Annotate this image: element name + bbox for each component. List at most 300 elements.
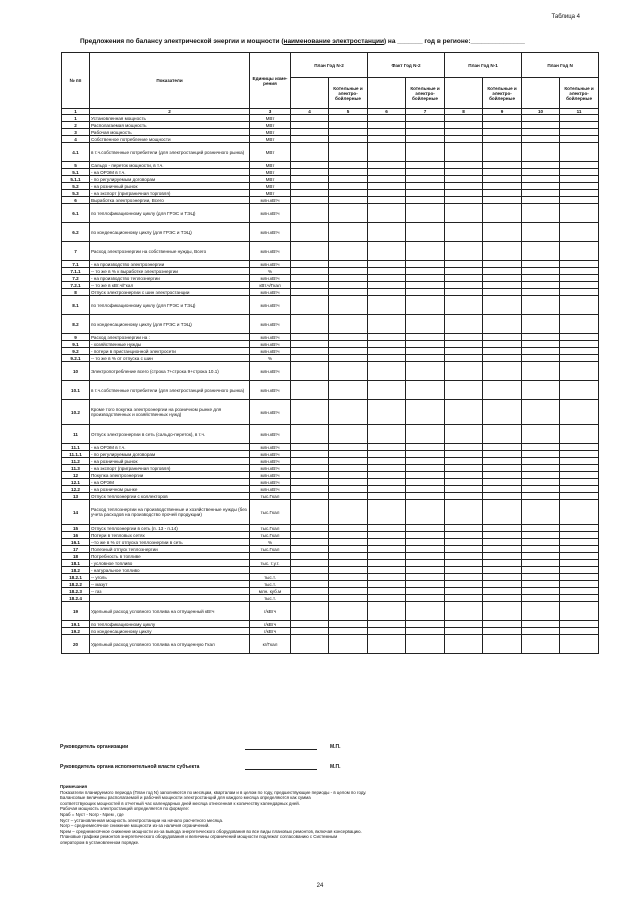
value-cell (406, 574, 445, 581)
value-cell (445, 553, 483, 560)
value-cell (483, 588, 522, 595)
value-cell (329, 628, 368, 635)
value-cell (483, 465, 522, 472)
value-cell (522, 628, 560, 635)
row-indicator: - на ОРЭМ в т.ч. (90, 444, 250, 451)
value-cell (368, 315, 406, 334)
value-cell (483, 628, 522, 635)
value-cell (406, 129, 445, 136)
value-cell (483, 621, 522, 628)
row-unit: тыс.т. (250, 574, 291, 581)
row-unit: МВт (250, 115, 291, 122)
value-cell (522, 183, 560, 190)
row-indicator: Потребность в топливе (90, 553, 250, 560)
value-cell (560, 425, 599, 444)
table-row (62, 539, 599, 546)
value-cell (368, 553, 406, 560)
row-unit: МВт (250, 169, 291, 176)
value-cell (368, 635, 406, 654)
note-line: Nуст – установленная мощность электростанции на начало расчетного месяца. (60, 817, 224, 823)
value-cell (445, 425, 483, 444)
table-row (62, 261, 599, 268)
value-cell (560, 197, 599, 204)
value-cell (329, 355, 368, 362)
value-cell (483, 289, 522, 296)
value-cell (406, 162, 445, 169)
value-cell (291, 334, 329, 341)
value-cell (560, 268, 599, 275)
value-cell (406, 169, 445, 176)
value-cell (483, 444, 522, 451)
table-row (62, 315, 599, 334)
value-cell (329, 129, 368, 136)
value-cell (560, 143, 599, 162)
row-number: 5.3 (62, 190, 90, 197)
row-number: 9 (62, 334, 90, 341)
value-cell (522, 574, 560, 581)
value-cell (483, 532, 522, 539)
column-number: 10 (522, 109, 560, 115)
value-cell (368, 268, 406, 275)
value-cell (445, 115, 483, 122)
value-cell (445, 628, 483, 635)
value-cell (329, 282, 368, 289)
value-cell (291, 525, 329, 532)
value-cell (445, 525, 483, 532)
value-cell (406, 115, 445, 122)
value-cell (560, 315, 599, 334)
note-line: Рабочая мощность электростанций определяется по формуле: (60, 806, 190, 812)
value-cell (291, 560, 329, 567)
value-cell (368, 223, 406, 242)
value-cell (560, 355, 599, 362)
value-cell (560, 296, 599, 315)
value-cell (445, 595, 483, 602)
value-cell (329, 381, 368, 400)
value-cell (406, 261, 445, 268)
value-cell (445, 400, 483, 425)
table-row (62, 588, 599, 595)
value-cell (522, 595, 560, 602)
row-indicator: по конденсационному циклу (для ГРЭС и ТЭЦ) (90, 223, 250, 242)
value-cell (291, 261, 329, 268)
value-cell (329, 183, 368, 190)
value-cell (445, 341, 483, 348)
value-cell (329, 400, 368, 425)
value-cell (522, 190, 560, 197)
value-cell (329, 315, 368, 334)
row-number: 10.1 (62, 381, 90, 400)
value-cell (522, 355, 560, 362)
value-cell (445, 465, 483, 472)
table-row (62, 296, 599, 315)
row-number: 18 (62, 553, 90, 560)
row-unit: % (250, 268, 291, 275)
row-indicator: -- уголь (90, 574, 250, 581)
value-cell (445, 381, 483, 400)
column-number: 8 (445, 109, 483, 115)
value-cell (368, 560, 406, 567)
column-number: 9 (483, 109, 522, 115)
value-cell (522, 296, 560, 315)
row-number: 9.1 (62, 341, 90, 348)
value-cell (522, 493, 560, 500)
value-cell (445, 190, 483, 197)
row-number: 2 (62, 122, 90, 129)
value-cell (483, 282, 522, 289)
value-cell (522, 444, 560, 451)
value-cell (368, 190, 406, 197)
value-cell (445, 289, 483, 296)
value-cell (560, 122, 599, 129)
table-row (62, 628, 599, 635)
row-indicator: Рабочая мощность (90, 129, 250, 136)
value-cell (291, 162, 329, 169)
table-row (62, 479, 599, 486)
row-number: 6 (62, 197, 90, 204)
value-cell (291, 143, 329, 162)
value-cell (445, 546, 483, 553)
row-indicator: Выработка электроэнергии, Всего (90, 197, 250, 204)
value-cell (522, 341, 560, 348)
value-cell (560, 546, 599, 553)
value-cell (406, 204, 445, 223)
value-cell (406, 532, 445, 539)
row-indicator: - условное топливо (90, 560, 250, 567)
value-cell (445, 176, 483, 183)
table-row (62, 362, 599, 381)
value-cell (406, 242, 445, 261)
value-cell (329, 472, 368, 479)
row-indicator: Располагаемая мощность (90, 122, 250, 129)
value-cell (291, 486, 329, 493)
table-row (62, 621, 599, 628)
row-indicator: по теплофикационному циклу (для ГРЭС и ТЭЦ) (90, 204, 250, 223)
value-cell (522, 143, 560, 162)
value-cell (406, 176, 445, 183)
title-prefix: Предложения по балансу электрической энергии и мощности ( (80, 38, 284, 45)
value-cell (445, 162, 483, 169)
value-cell (560, 567, 599, 574)
row-number: 5.1.1 (62, 176, 90, 183)
row-unit: млн.кВтч (250, 451, 291, 458)
value-cell (445, 282, 483, 289)
header-indicator: Показатели (90, 53, 250, 109)
row-unit: тыс.т. (250, 595, 291, 602)
value-cell (522, 315, 560, 334)
row-unit: % (250, 539, 291, 546)
value-cell (445, 362, 483, 381)
value-cell (406, 268, 445, 275)
value-cell (560, 532, 599, 539)
value-cell (406, 472, 445, 479)
value-cell (483, 183, 522, 190)
column-number: 11 (560, 109, 599, 115)
value-cell (445, 129, 483, 136)
row-indicator: - на производство электроэнергии (90, 261, 250, 268)
value-cell (560, 275, 599, 282)
value-cell (291, 129, 329, 136)
value-cell (368, 275, 406, 282)
value-cell (406, 282, 445, 289)
value-cell (291, 282, 329, 289)
value-cell (406, 296, 445, 315)
value-cell (522, 223, 560, 242)
row-indicator: - на розничный рынок (90, 458, 250, 465)
value-cell (291, 628, 329, 635)
value-cell (329, 500, 368, 525)
value-cell (445, 143, 483, 162)
note-line: Nогр – среднемесячное снижение мощности из-за наличия ограничений. (60, 823, 210, 829)
table-row (62, 532, 599, 539)
header-num: № пп (62, 53, 90, 109)
value-cell (483, 296, 522, 315)
value-cell (560, 635, 599, 654)
value-cell (291, 458, 329, 465)
value-cell (291, 169, 329, 176)
value-cell (483, 425, 522, 444)
value-cell (329, 362, 368, 381)
value-cell (560, 472, 599, 479)
row-unit: млн.кВтч (250, 223, 291, 242)
value-cell (291, 197, 329, 204)
value-cell (522, 588, 560, 595)
value-cell (291, 315, 329, 334)
value-cell (522, 472, 560, 479)
row-number: 5 (62, 162, 90, 169)
value-cell (291, 602, 329, 621)
value-cell (560, 602, 599, 621)
value-cell (522, 635, 560, 654)
row-unit: млн.кВтч (250, 261, 291, 268)
signature-line (245, 749, 317, 750)
value-cell (291, 574, 329, 581)
value-cell (368, 169, 406, 176)
value-cell (560, 458, 599, 465)
value-cell (368, 334, 406, 341)
value-cell (368, 602, 406, 621)
row-indicator: Отпуск теплоэнергии с коллекторов (90, 493, 250, 500)
value-cell (368, 162, 406, 169)
value-cell (329, 486, 368, 493)
value-cell (445, 486, 483, 493)
row-number: 4.1 (62, 143, 90, 162)
row-indicator: Удельный расход условного топлива на отпущенную Гкал (90, 635, 250, 654)
row-unit: млн.кВтч (250, 197, 291, 204)
row-number: 11.1 (62, 444, 90, 451)
row-unit: млн.кВтч (250, 479, 291, 486)
value-cell (406, 190, 445, 197)
value-cell (445, 574, 483, 581)
value-cell (560, 444, 599, 451)
value-cell (368, 400, 406, 425)
table-row (62, 204, 599, 223)
value-cell (522, 581, 560, 588)
value-cell (483, 190, 522, 197)
value-cell (368, 362, 406, 381)
row-unit: кВт.ч/Гкал (250, 282, 291, 289)
value-cell (483, 362, 522, 381)
value-cell (483, 486, 522, 493)
table-row (62, 190, 599, 197)
value-cell (406, 553, 445, 560)
value-cell (522, 261, 560, 268)
signature-label: Руководитель органа исполнительной власти субъекта (60, 764, 200, 770)
value-cell (329, 635, 368, 654)
signature-label: Руководитель организации (60, 744, 129, 750)
row-indicator: по конденсационному циклу (90, 628, 250, 635)
value-cell (368, 129, 406, 136)
value-cell (368, 348, 406, 355)
value-cell (291, 479, 329, 486)
title-suffix: ) на _______ год в регионе:_______________ (383, 38, 525, 45)
row-unit: млн.кВтч (250, 348, 291, 355)
row-number: 9.2 (62, 348, 90, 355)
value-cell (368, 289, 406, 296)
row-indicator: - на экспорт (приграничная торговля) (90, 465, 250, 472)
value-cell (483, 595, 522, 602)
row-indicator: -- газ (90, 588, 250, 595)
value-cell (368, 493, 406, 500)
table-row (62, 223, 599, 242)
value-cell (483, 204, 522, 223)
value-cell (291, 444, 329, 451)
value-cell (445, 197, 483, 204)
value-cell (406, 143, 445, 162)
note-line: Nрем – среднемесячное снижение мощности из-за вывода энергетического оборудования во все виды плановых ремонтов, включая консервацию. (60, 828, 362, 834)
row-unit: млн.кВтч (250, 465, 291, 472)
table-row (62, 500, 599, 525)
value-cell (291, 176, 329, 183)
value-cell (445, 500, 483, 525)
value-cell (406, 458, 445, 465)
value-cell (291, 532, 329, 539)
row-unit: МВт (250, 190, 291, 197)
table-row (62, 567, 599, 574)
table-row (62, 546, 599, 553)
table-row (62, 444, 599, 451)
table-row (62, 602, 599, 621)
value-cell (406, 525, 445, 532)
row-indicator: в т.ч.собственные потребители (для электростанций розничного рынка) (90, 143, 250, 162)
value-cell (329, 289, 368, 296)
row-number: 11.3 (62, 465, 90, 472)
value-cell (560, 223, 599, 242)
value-cell (445, 348, 483, 355)
value-cell (445, 532, 483, 539)
value-cell (406, 334, 445, 341)
value-cell (483, 176, 522, 183)
value-cell (560, 261, 599, 268)
notes-heading: Примечания (60, 784, 88, 789)
value-cell (329, 261, 368, 268)
row-number: 19.1 (62, 621, 90, 628)
row-unit: МВт (250, 176, 291, 183)
table-row (62, 560, 599, 567)
row-unit: млн.кВтч (250, 444, 291, 451)
value-cell (560, 539, 599, 546)
value-cell (522, 553, 560, 560)
value-cell (445, 183, 483, 190)
value-cell (483, 341, 522, 348)
value-cell (291, 289, 329, 296)
row-number: 16.1 (62, 539, 90, 546)
row-number: 7 (62, 242, 90, 261)
row-unit: млн.кВтч (250, 242, 291, 261)
value-cell (368, 546, 406, 553)
table-row (62, 465, 599, 472)
row-indicator: Отпуск электроэнергии с шин электростанции (90, 289, 250, 296)
value-cell (522, 479, 560, 486)
row-unit: млн. куб.м (250, 588, 291, 595)
value-cell (560, 500, 599, 525)
value-cell (329, 296, 368, 315)
value-cell (445, 334, 483, 341)
value-cell (522, 458, 560, 465)
value-cell (445, 136, 483, 143)
column-number: 4 (291, 109, 329, 115)
value-cell (329, 190, 368, 197)
value-cell (445, 315, 483, 334)
value-cell (522, 425, 560, 444)
value-cell (483, 268, 522, 275)
row-indicator: Сальдо - переток мощности, в т.ч. (90, 162, 250, 169)
value-cell (368, 451, 406, 458)
row-number: 7.2.1 (62, 282, 90, 289)
row-number: 14 (62, 500, 90, 525)
table-row (62, 355, 599, 362)
value-cell (560, 162, 599, 169)
value-cell (445, 122, 483, 129)
table-row (62, 472, 599, 479)
row-indicator: по теплофикационному циклу (для ГРЭС и ТЭЦ) (90, 296, 250, 315)
note-line: Плановые графики ремонтов энергетического оборудования и величины ограничений мощности подлежат согласованию с Системным (60, 834, 338, 840)
table-row (62, 289, 599, 296)
value-cell (368, 242, 406, 261)
value-cell (560, 381, 599, 400)
value-cell (483, 162, 522, 169)
row-unit: тыс.Гкал (250, 500, 291, 525)
value-cell (560, 176, 599, 183)
table-row (62, 553, 599, 560)
value-cell (560, 341, 599, 348)
table-row (62, 458, 599, 465)
value-cell (291, 465, 329, 472)
row-unit: тыс.Гкал (250, 493, 291, 500)
value-cell (368, 472, 406, 479)
row-unit: млн.кВтч (250, 400, 291, 425)
value-cell (368, 486, 406, 493)
value-cell (406, 197, 445, 204)
table-row (62, 176, 599, 183)
value-cell (560, 581, 599, 588)
row-unit: млн.кВтч (250, 204, 291, 223)
value-cell (406, 355, 445, 362)
value-cell (368, 296, 406, 315)
value-cell (329, 425, 368, 444)
row-unit (250, 553, 291, 560)
row-number: 12.2 (62, 486, 90, 493)
row-indicator: Отпуск электроэнергии в сеть (сальдо-переток), в т.ч. (90, 425, 250, 444)
value-cell (445, 296, 483, 315)
value-cell (483, 143, 522, 162)
row-unit: г/кВтч (250, 621, 291, 628)
row-indicator: Собственное потребление мощности (90, 136, 250, 143)
value-cell (445, 539, 483, 546)
value-cell (483, 635, 522, 654)
row-unit: МВт (250, 183, 291, 190)
value-cell (291, 493, 329, 500)
